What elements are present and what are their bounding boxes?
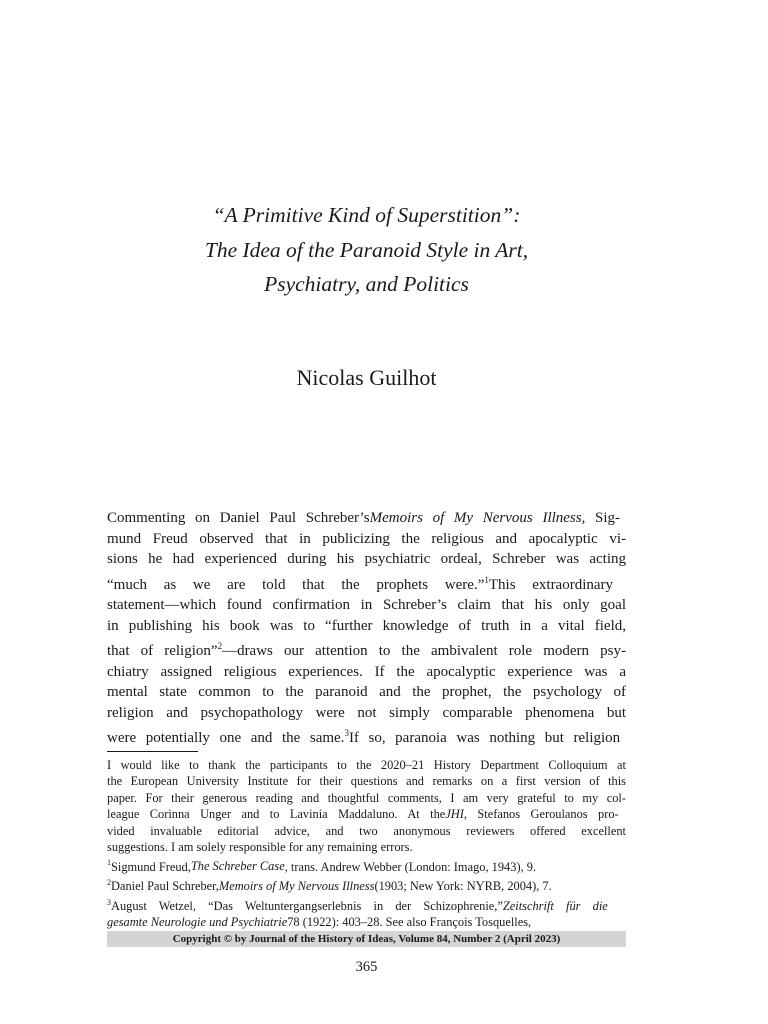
body-line: statement—which found confirmation in Schreber’s claim that his only goal (107, 597, 626, 613)
body-line: in publishing his book was to “further knowledge of truth in a vital field, (107, 617, 626, 634)
acknowledgment-line: league Corinna Unger and to Lavinia Maddaluno. At theJHI, Stefanos Geroulanos pro- (107, 807, 619, 822)
body-line: “much as we are told that the prophets were.”$^1$This extraordinary (107, 574, 614, 593)
acknowledgment-line: vided invaluable editorial advice, and two anonymous reviewers offered excellent (107, 823, 626, 838)
body-line: mental state common to the paranoid and the prophet, the psychology of (107, 684, 626, 700)
body-line: chiatry assigned religious experiences. If the apocalyptic experience was a (107, 663, 626, 680)
body-line: were potentially one and the same.$^3$If so, paranoia was nothing but religion (107, 728, 621, 746)
footnote-divider (107, 751, 198, 752)
footnotes (107, 757, 626, 930)
footnote-3-continued: gesamte Neurologie und Psychiatrie78 (1922): 403–28. See also François Tosquelles, (107, 915, 532, 930)
footnote-3: $^3$August Wetzel, “Das Weltuntergangserlebnis in der Schizophrenie,”Zeitschrift für die (107, 897, 608, 913)
title-line-3: Psychiatry, and Politics (264, 272, 469, 296)
footnote-ref-1[interactable]: 1 (484, 574, 489, 585)
body-line: Commenting on Daniel Paul Schreber’sMemoirs of My Nervous Illness, Sig- (107, 510, 621, 526)
copyright-banner: Copyright © by Journal of the History of Ideas, Volume 84, Number 2 (April 2023) (107, 931, 626, 947)
body-text (107, 508, 626, 749)
body-line: sions he had experienced during his psychiatric ordeal, Schreber was acting (107, 551, 626, 567)
article-title (107, 198, 626, 302)
title-line-2: The Idea of the Paranoid Style in Art, (204, 237, 529, 262)
body-line: mund Freud observed that in publicizing the religious and apocalyptic vi- (107, 530, 626, 547)
body-line: that of religion”$^2$—draws our attention to the ambivalent role modern psy- (107, 641, 626, 659)
footnote-ref-3[interactable]: 3 (344, 728, 349, 738)
acknowledgment-line: the European University Institute for their questions and remarks on a first version of this (107, 774, 626, 789)
body-line: religion and psychopathology were not simply comparable phenomena but (107, 704, 626, 721)
acknowledgment-line: paper. For their generous reading and thoughtful comments, I am very grateful to my col- (107, 790, 626, 805)
acknowledgment-line: I would like to thank the participants to the 2020–21 History Department Colloquium at (107, 758, 626, 772)
title-line-1: “A Primitive Kind of Superstition”: (212, 203, 521, 227)
footnote-1: $^1$Sigmund Freud,The Schreber Case, trans. Andrew Webber (London: Imago, 1943), 9. (107, 858, 537, 874)
acknowledgment-line: suggestions. I am solely responsible for any remaining errors. (107, 840, 413, 855)
footnote-2: $^2$Daniel Paul Schreber,Memoirs of My Nervous Illness(1903; New York: NYRB, 2004), 7. (107, 877, 552, 894)
author-name: Nicolas Guilhot (296, 365, 437, 390)
footnote-ref-2[interactable]: 2 (217, 641, 223, 651)
page-number: 365 (355, 959, 378, 975)
